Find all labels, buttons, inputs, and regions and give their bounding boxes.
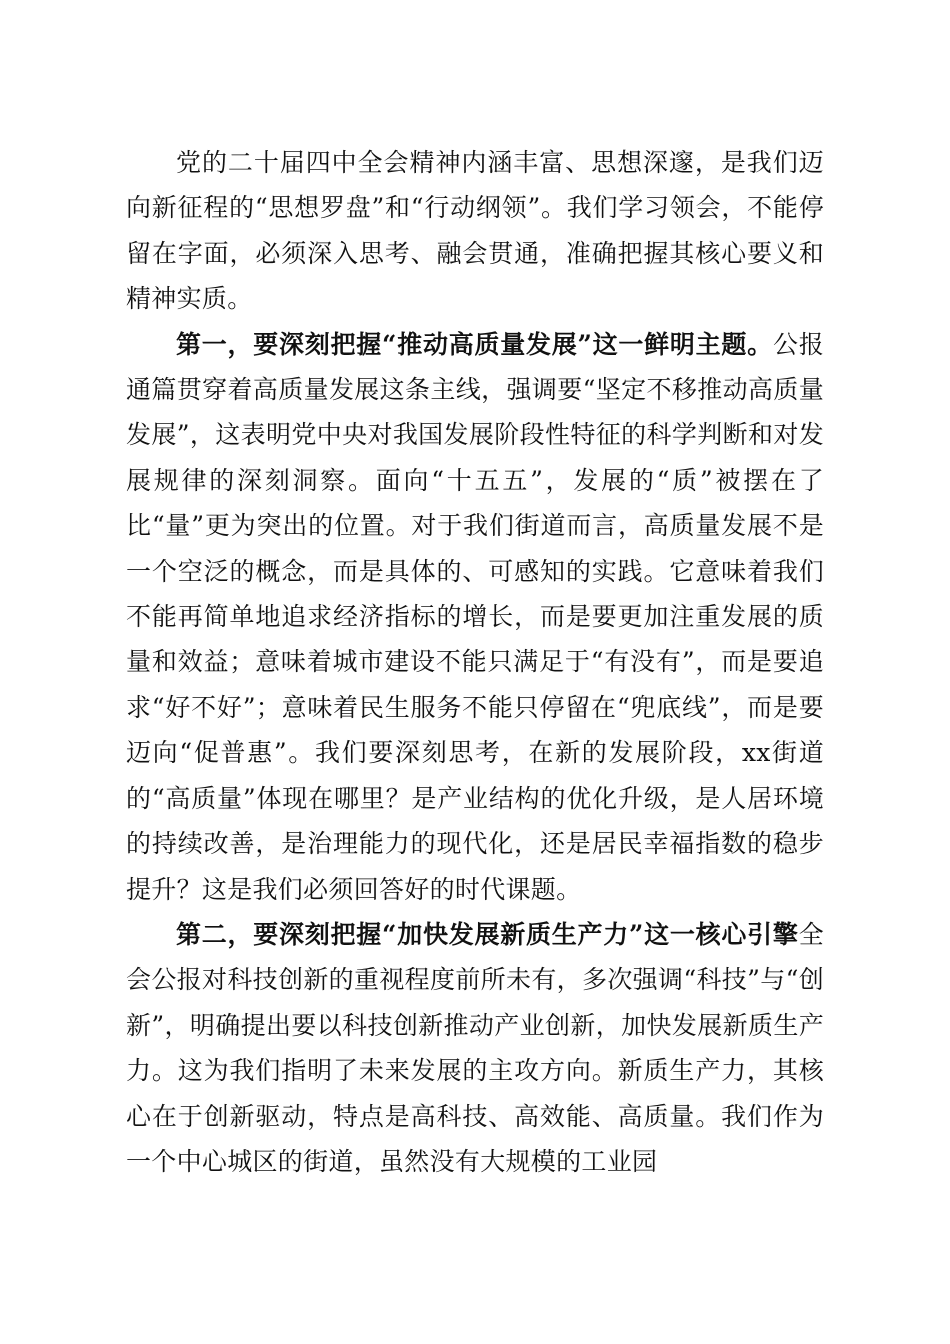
paragraph-intro — [126, 140, 824, 322]
paragraph-first-point — [126, 322, 824, 912]
paragraph-first-point-text: 公报通篇贯穿着高质量发展这条主线，强调要“坚定不移推动高质量发展”，这表明党中央对我国发展阶段性特征的科学判断和对发展规律的深刻洞察。面向“十五五”，发展的“质”被摆在了比“量”更为突出的位置。对于我们街道而言，高质量发展不是一个空泛的概念，而是具体的、可感知的实践。它意味着我们不能再简单地追求经济指标的增长，而是要更加注重发展的质量和效益；意味着城市建设不能只满足于“有没有”，而是要追求“好不好”；意味着民生服务不能只停留在“兜底线”，而是要迈向“促普惠”。我们要深刻思考，在新的发展阶段，xx街道的“高质量”体现在哪里？是产业结构的优化升级，是人居环境的持续改善，是治理能力的现代化，还是居民幸福指数的稳步提升？这是我们必须回答好的时代课题。 — [126, 329, 824, 904]
paragraph-second-point-text: 全会公报对科技创新的重视程度前所未有，多次强调“科技”与“创新”，明确提出要以科技创新推动产业创新，加快发展新质生产力。这为我们指明了未来发展的主攻方向。新质生产力，其核心在于创新驱动，特点是高科技、高效能、高质量。我们作为一个中心城区的街道，虽然没有大规模的工业园 — [126, 919, 824, 1176]
document-body — [126, 140, 824, 1184]
paragraph-first-point-heading: 第一，要深刻把握“推动高质量发展”这一鲜明主题。 — [176, 329, 773, 359]
paragraph-second-point-heading: 第二，要深刻把握“加快发展新质生产力”这一核心引擎 — [176, 919, 799, 949]
paragraph-second-point — [126, 912, 824, 1184]
paragraph-intro-text: 党的二十届四中全会精神内涵丰富、思想深邃，是我们迈向新征程的“思想罗盘”和“行动纲领”。我们学习领会，不能停留在字面，必须深入思考、融会贯通，准确把握其核心要义和精神实质。 — [126, 148, 824, 314]
